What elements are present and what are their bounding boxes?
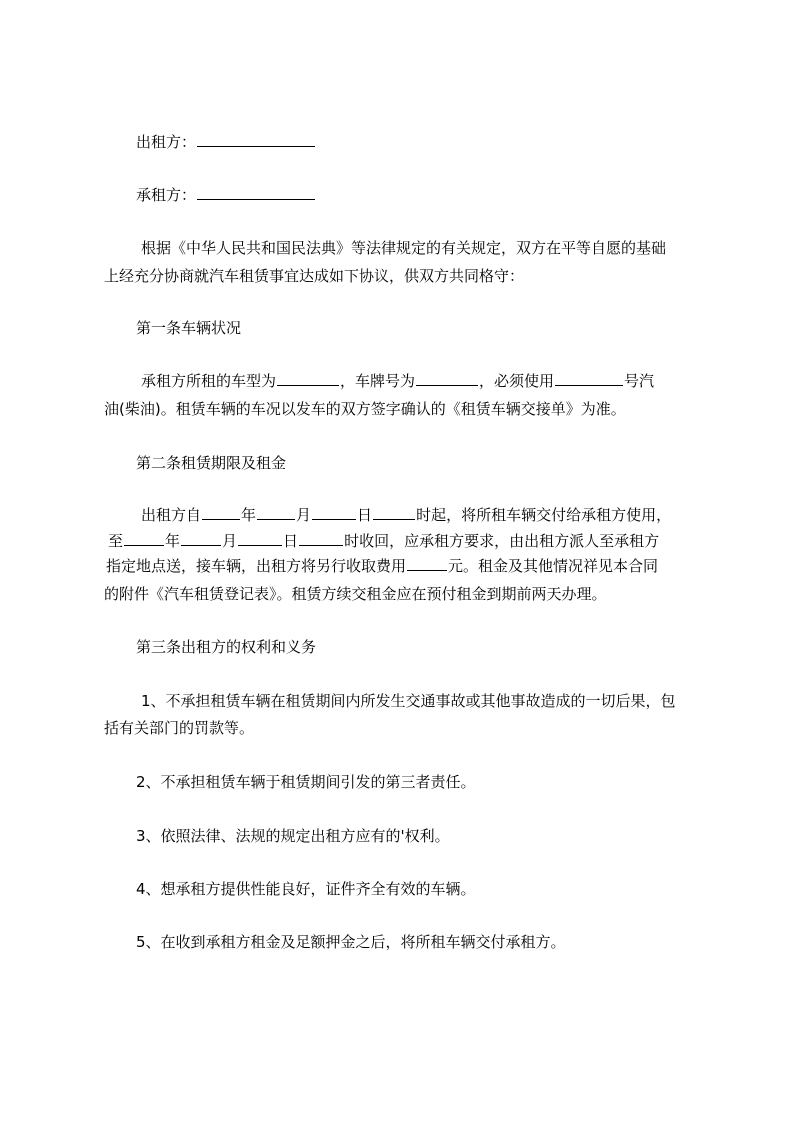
- article-3-item-1-line-2: 括有关部门的罚款等。: [104, 719, 255, 737]
- lessor-line: [136, 132, 316, 152]
- end-month-blank: [181, 531, 221, 546]
- article-3-item-3: 3、依照法律、法规的规定出租方应有的'权利。: [136, 827, 450, 845]
- lessor-blank: [197, 132, 315, 147]
- article-3-item-4: 4、想承租方提供性能良好，证件齐全有效的车辆。: [136, 880, 476, 898]
- start-day-label: 日: [357, 506, 373, 524]
- lessee-blank: [197, 185, 315, 200]
- lessee-label: 承租方：: [136, 186, 197, 204]
- start-day-blank: [312, 505, 356, 520]
- art1-text-c: ，必须使用: [479, 372, 555, 390]
- plate-number-blank: [416, 371, 478, 386]
- article-2-line-2: [108, 531, 659, 551]
- start-month-label: 月: [296, 506, 312, 524]
- article-2-line-1: [141, 505, 671, 525]
- fuel-grade-blank: [555, 371, 623, 386]
- art2-l3-text-a: 指定地点送，接车辆，出租方将另行收取费用: [106, 557, 407, 575]
- article-2-title: 第二条租赁期限及租金: [136, 454, 287, 472]
- art2-l3-text-b: 元。租金及其他情况祥见本合同: [448, 557, 659, 575]
- article-3-item-1-line-1: 1、不承担租赁车辆在租赁期间内所发生交通事故或其他事故造成的一切后果，包: [141, 692, 676, 710]
- end-year-blank: [124, 531, 164, 546]
- art1-text-b: ，车牌号为: [340, 372, 416, 390]
- art1-text-d: 号汽: [624, 372, 655, 390]
- end-hour-blank: [299, 531, 343, 546]
- art1-text-a: 承租方所租的车型为: [141, 372, 277, 390]
- delivery-fee-blank: [407, 556, 447, 571]
- car-model-blank: [277, 371, 339, 386]
- start-year-label: 年: [241, 506, 257, 524]
- end-month-label: 月: [222, 532, 238, 550]
- art2-l1-text-b: 时起，将所租车辆交付给承租方使用，: [416, 506, 672, 524]
- article-1-line-2: 油(柴油)。租赁车辆的车况以发车的双方签字确认的《租赁车辆交接单》为准。: [104, 400, 626, 418]
- start-month-blank: [257, 505, 295, 520]
- article-3-item-2: 2、不承担租赁车辆于租赁期间引发的第三者责任。: [136, 773, 476, 791]
- art2-l2-text-b: 时收回，应承租方要求，由出租方派人至承租方: [344, 532, 660, 550]
- end-day-label: 日: [283, 532, 299, 550]
- intro-paragraph-line-2: 上经充分协商就汽车租赁事宜达成如下协议，供双方共同格守：: [104, 267, 525, 285]
- article-2-line-3: [106, 556, 658, 576]
- end-year-label: 年: [165, 532, 181, 550]
- art2-l1-text-a: 出租方自: [141, 506, 202, 524]
- lessee-line: [136, 185, 316, 205]
- article-2-line-4: 的附件《汽车租赁登记表》。租赁方续交租金应在预付租金到期前两天办理。: [104, 585, 607, 603]
- start-year-blank: [202, 505, 240, 520]
- lessor-label: 出租方：: [136, 133, 197, 151]
- article-1-line-1: [141, 371, 654, 391]
- article-3-title: 第三条出租方的权利和义务: [136, 638, 317, 656]
- intro-paragraph-line-1: 根据《中华人民共和国民法典》等法律规定的有关规定，双方在平等自愿的基础: [141, 239, 667, 257]
- art2-l2-text-a: 至: [108, 532, 124, 550]
- article-3-item-5: 5、在收到承租方租金及足额押金之后，将所租车辆交付承租方。: [136, 933, 566, 951]
- article-1-title: 第一条车辆状况: [136, 319, 242, 337]
- end-day-blank: [238, 531, 282, 546]
- start-hour-blank: [373, 505, 415, 520]
